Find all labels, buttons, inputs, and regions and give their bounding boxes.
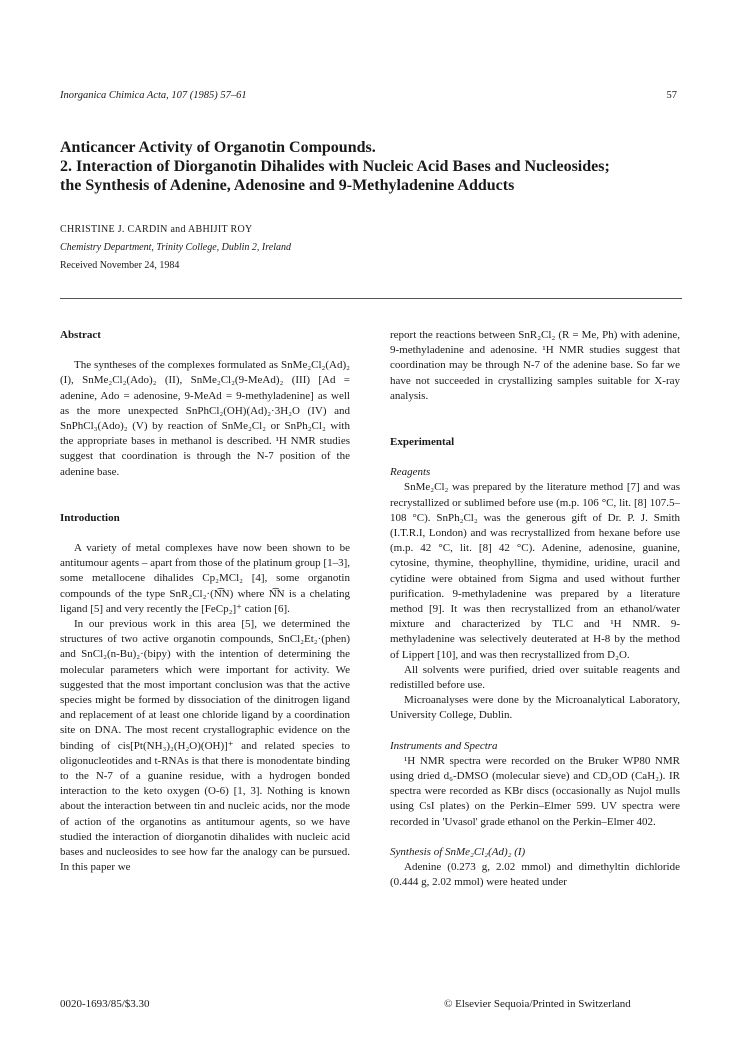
left-column — [60, 328, 350, 876]
journal-citation: Inorganica Chimica Acta, 107 (1985) 57–61 — [60, 90, 247, 101]
synthesis-paragraph: Adenine (0.273 g, 2.02 mmol) and dimethyltin dichloride (0.444 g, 2.02 mmol) were heated under — [390, 861, 680, 889]
abstract-text: The syntheses of the complexes formulated as SnMe₂Cl₂(Ad)₂ (I), SnMe₂Cl₂(Ado)₂ (II), SnMe₂Cl₂(9-MeAd)₂ (III) [Ad = adenine, Ado = adenosine, 9-MeAd = 9-methyladenine] as well as the more unexpected SnPhCl₂(OH)(Ad)₂·3H₂O (IV) and SnPhCl₃(Ado)₂ (V) by reaction of SnMe₂Cl₂ or SnPh₂Cl₂ with the appropriate bases in methanol is described. ¹H NMR studies suggest that coordination is through the N-7 position of the adenine base. — [60, 359, 350, 478]
received-date: Received November 24, 1984 — [60, 260, 180, 271]
page-number: 57 — [666, 90, 677, 101]
right-column — [390, 328, 680, 891]
experimental-heading: Experimental — [390, 436, 455, 449]
authors: CHRISTINE J. CARDIN and ABHIJIT ROY — [60, 224, 253, 235]
introduction-heading: Introduction — [60, 511, 120, 524]
synthesis-heading: Synthesis of SnMe₂Cl₂(Ad)₂ (I) — [390, 845, 526, 858]
article-title — [60, 138, 680, 195]
publisher-notice: © Elsevier Sequoia/Printed in Switzerland — [444, 998, 631, 1010]
abstract-heading: Abstract — [60, 329, 101, 341]
instruments-paragraph: ¹H NMR spectra were recorded on the Bruker WP80 NMR using dried d₆-DMSO (molecular sieve) and CD₃OD (CaH₂). IR spectra were recorded as KBr discs (occasionally as Nujol mulls using CsI plates) on the Perkin–Elmer 599. UV spectra were recorded in 'Uvasol' grade ethanol on the Perkin–Elmer 402. — [390, 754, 680, 828]
affiliation: Chemistry Department, Trinity College, Dublin 2, Ireland — [60, 242, 292, 253]
instruments-heading: Instruments and Spectra — [390, 739, 498, 752]
title-line-3: the Synthesis of Adenine, Adenosine and 9-Methyladenine Adducts — [60, 177, 515, 194]
header-divider — [60, 298, 682, 299]
reagents-paragraph-1: SnMe₂Cl₂ was prepared by the literature method [7] and was recrystallized or sublimed before use (m.p. 106 °C, lit. [8] 107.5–108 °C). SnPh₂Cl₂ was the generous gift of Dr. P. J. Smith (I.T.R.I, London) and was recrystallized from hexane before use (m.p. 42 °C, lit. [8] 42 °C). Adenine, adenosine, guanine, cytosine, thymine, theophylline, thymidine, uridine, uracil and cytidine were obtained from Sigma and used without further purification. 9-methyladenine was prepared by a literature method [9]. It was then recrystallized from an ethanol/water mixture and characterized by TLC and ¹H NMR. 9-methyladenine was selectively deuterated at H-8 by the method of Lippert [10], and was then recrystallized from D₂O. — [390, 481, 680, 661]
intro-paragraph-2-continued: report the reactions between SnR₂Cl₂ (R = Me, Ph) with adenine, 9-methyladenine and adenosine. ¹H NMR studies suggest that coordination may be through N-7 of the adenine base. So far we have not succeeded in crystallizing samples suitable for X-ray analysis. — [390, 329, 680, 402]
reagents-heading: Reagents — [390, 466, 431, 479]
intro-paragraph-1: A variety of metal complexes have now been shown to be antitumour agents – apart from those of the platinum group [1–3], some metallocene dihalides Cp₂MCl₂ [4], some organotin compounds of the type SnR₂Cl₂·(N͡N) where N͡N is a chelating ligand [5] and very recently the [FeCp₂]⁺ cation [6]. — [60, 542, 350, 615]
issn-code: 0020-1693/85/$3.30 — [60, 998, 150, 1010]
reagents-paragraph-2: All solvents were purified, dried over suitable reagents and redistilled before use. — [390, 663, 680, 692]
title-line-2: 2. Interaction of Diorganotin Dihalides with Nucleic Acid Bases and Nucleosides; — [60, 158, 610, 175]
running-head — [60, 90, 677, 101]
reagents-paragraph-3: Microanalyses were done by the Microanalytical Laboratory, University College, Dublin. — [390, 694, 680, 722]
title-line-1: Anticancer Activity of Organotin Compounds. — [60, 139, 376, 156]
intro-paragraph-2: In our previous work in this area [5], we determined the structures of two active organotin compounds, SnCl₂Et₂·(phen) and SnCl₂(n-Bu)₂·(bipy) with the intention of determining the molecular parameters which were important for activity. We suggested that the most important conclusion was that the active species might be formed by dissociation of the dinitrogen ligand and replacement of at least one chloride ligand by a coordination site on DNA. The most recent crystallographic evidence on the binding of cis[Pt(NH₃)₂(H₂O)(OH)]⁺ and related species to oligonucleotides and t-RNAs is that there is monodentate binding to the N-7 of a guanine residue, with a hydrogen bonded interaction to the keto oxygen (O-6) [1, 3]. Nothing is known about the interaction between tin and nucleic acids, nor the mode of action of the organotins as antitumour agents, so we have studied the interaction of diorganotin dihalides with nucleic acid bases and nucleosides to see how far the analogy can be pursued. In this paper we — [60, 618, 350, 874]
